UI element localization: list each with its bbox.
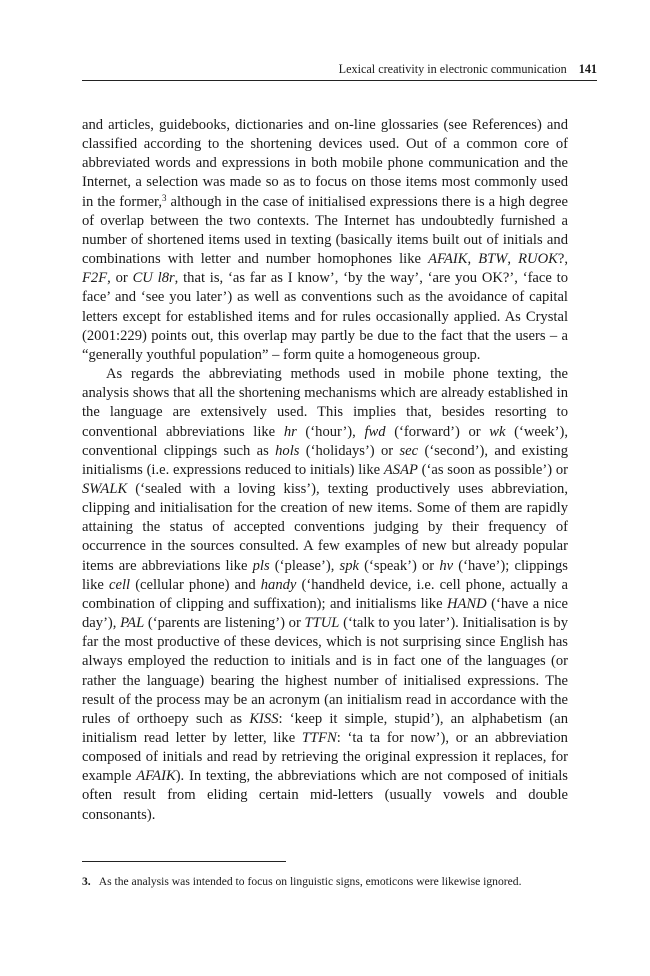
- italic-term: F2F: [82, 270, 108, 287]
- italic-term: fwd: [364, 423, 386, 440]
- footnote-number: 3.: [82, 875, 91, 888]
- italic-term: SWALK: [82, 480, 128, 497]
- paragraph: [82, 365, 568, 825]
- italic-term: RUOK: [518, 251, 558, 268]
- text-run: : ‘ta ta for now’), or an abbreviation composed of initials and read by retrieving the original expression it replaces, for example: [82, 730, 568, 785]
- text-run: (‘second’), and existing initialisms (i.e. expressions reduced to initials) like: [82, 442, 569, 478]
- text-run: and articles, guidebooks, dictionaries and on-line glossaries (see References) and classified according to the shortening devices used. Out of a common core of abbreviated words and expressions in both mobile phone communication and the Internet, a selection was made so as to focus on those items most commonly used in the former,: [82, 117, 568, 210]
- italic-term: BTW: [478, 251, 508, 268]
- text-run: (‘have a nice day’),: [82, 595, 568, 632]
- italic-term: spk: [339, 557, 359, 574]
- italic-term: TTFN: [301, 730, 337, 746]
- italic-term: HAND: [446, 595, 487, 612]
- text-run: (‘speak’) or: [359, 557, 440, 574]
- italic-term: ASAP: [383, 461, 418, 478]
- footnote: [82, 874, 572, 889]
- text-run: (‘handheld device, i.e. cell phone, actually a combination of clipping and suffixation); and initialisms like: [82, 576, 568, 612]
- italic-term: sec: [399, 442, 419, 459]
- text-run: , or: [107, 270, 133, 287]
- text-run: , that is, ‘as far as I know’, ‘by the way’, ‘are you OK?’, ‘face to face’ and ‘see you later’) as well as conventions such as the avoidance of capital letters except for established items and for rules occasionally applied. As Crystal (2001:229) points out, this overlap may partly be due to the fact that the users – a “generally youthful population” – form quite a homogeneous group.: [82, 270, 569, 363]
- paragraph: [82, 116, 568, 365]
- running-title: Lexical creativity in electronic communication: [338, 61, 567, 76]
- text-run: (‘hour’),: [296, 423, 365, 440]
- italic-term: TTUL: [304, 615, 340, 632]
- text-run: (cellular phone) and: [130, 576, 261, 593]
- text-run: (‘talk to you later’). Initialisation is by far the most productive of these devices, which is not surprising since English has always employed the reduction to initials and is in fact one of the languages (or rather the language) bearing the highest number of initialised expressions. The result of the process may be an acronym (an initialism read in accordance with the rules of orthoepy such as: [82, 615, 568, 727]
- italic-term: wk: [489, 423, 506, 440]
- footnote-rule: [82, 861, 286, 862]
- text-run: (‘have’); clippings like: [82, 557, 568, 593]
- italic-term: CU l8r: [132, 270, 175, 287]
- text-run: (‘sealed with a loving kiss’), texting productively uses abbreviation, clipping and initialisation for the creation of new items. Some of them are rapidly attaining the status of accepted conventions judging by their frequency of occurrence in the sources consulted. A few examples of new but already popular items are abbreviations like: [82, 480, 568, 574]
- text-run: ,: [467, 251, 479, 268]
- text-run: (‘as soon as possible’) or: [417, 461, 569, 478]
- page-number: 141: [578, 61, 597, 76]
- text-run: (‘week’), conventional clippings such as: [82, 423, 569, 459]
- italic-term: hols: [275, 442, 300, 459]
- italic-term: handy: [260, 576, 297, 593]
- italic-term: hr: [283, 423, 297, 440]
- body-text: [82, 116, 568, 825]
- text-run: ). In texting, the abbreviations which are not composed of initials often result from eliding certain mid-letters (usually vowels and double consonants).: [82, 768, 568, 823]
- italic-term: hv: [439, 557, 454, 574]
- text-run: As regards the abbreviating methods used in mobile phone texting, the analysis shows that all the shortening mechanisms which are already established in the language are extensively used. This implies that, besides resorting to conventional abbreviations like: [82, 366, 568, 440]
- text-run: (‘forward’) or: [385, 423, 490, 440]
- text-run: (‘please’),: [269, 557, 340, 574]
- italic-term: PAL: [120, 615, 145, 632]
- italic-term: cell: [109, 576, 131, 593]
- footnote-text: As the analysis was intended to focus on linguistic signs, emoticons were likewise ignored.: [98, 875, 522, 888]
- text-run: ?,: [557, 251, 568, 268]
- italic-term: pls: [252, 557, 270, 574]
- text-run: ,: [507, 251, 519, 268]
- italic-term: AFAIK: [428, 251, 468, 268]
- text-run: although in the case of initialised expressions there is a high degree of overlap between the two contexts. The Internet has undoubtedly furnished a number of shortened items used in texting (basically items built out of initials and combinations with letter and number homophones like: [82, 193, 568, 268]
- text-run: : ‘keep it simple, stupid’), an alphabetism (an initialism read letter by letter, like: [82, 710, 568, 746]
- text-run: (‘holidays’) or: [299, 442, 400, 459]
- italic-term: KISS: [249, 710, 279, 727]
- running-head: [82, 58, 597, 81]
- footnote-marker: 3: [161, 192, 167, 203]
- text-run: (‘parents are listening’) or: [144, 615, 305, 632]
- italic-term: AFAIK: [136, 768, 176, 785]
